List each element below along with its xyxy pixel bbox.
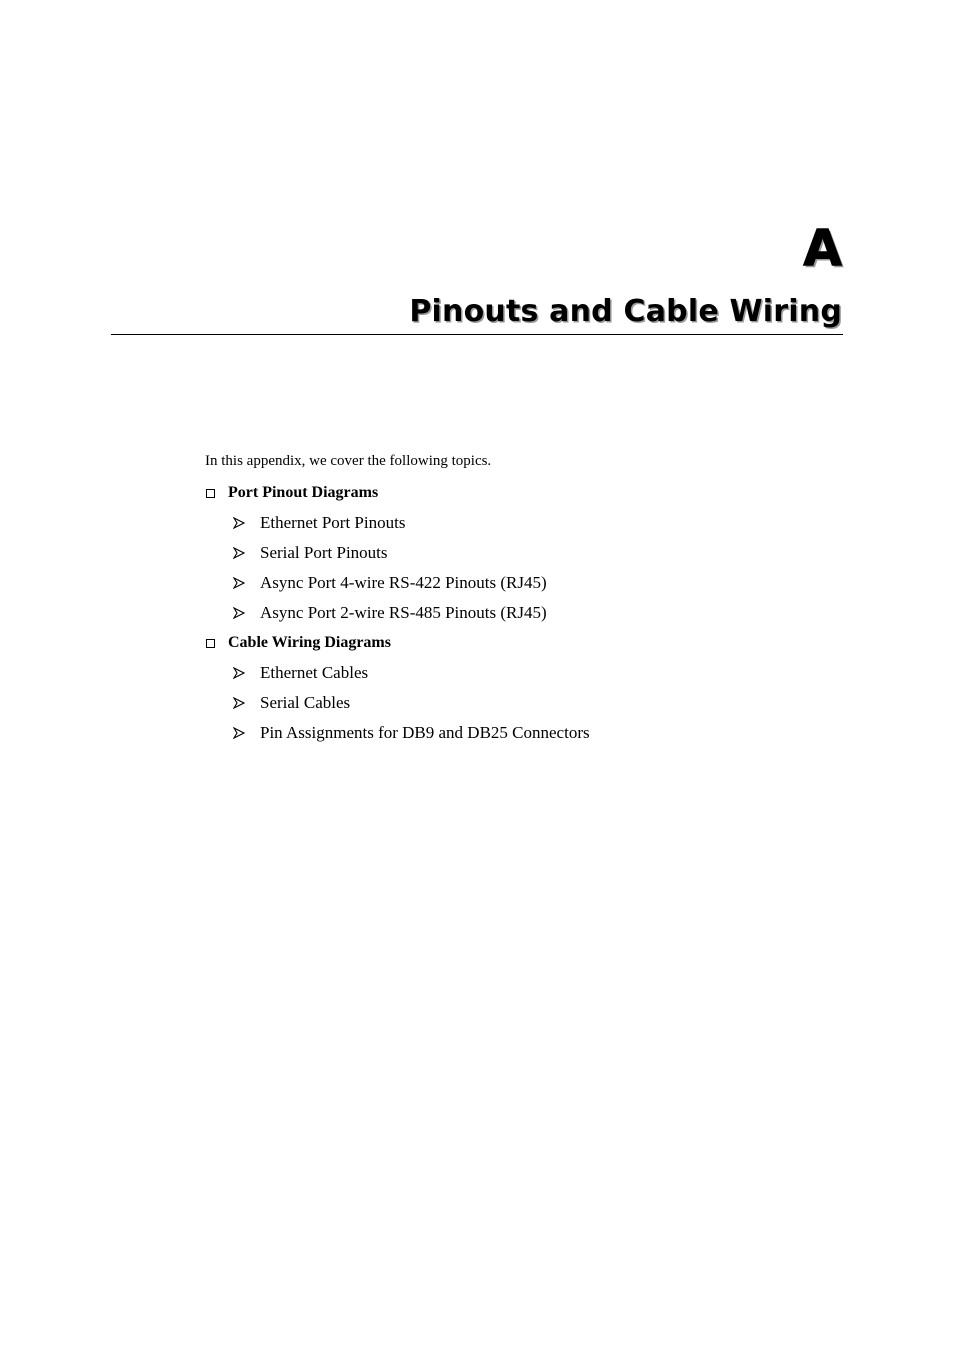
checkbox-square-icon <box>206 639 215 648</box>
arrowhead-bullet-icon <box>233 667 260 679</box>
list-item-label: Async Port 2-wire RS-485 Pinouts (RJ45) <box>260 603 547 622</box>
list-item-label: Serial Port Pinouts <box>260 543 388 562</box>
list-item-label: Pin Assignments for DB9 and DB25 Connectors <box>260 723 590 742</box>
title-rule <box>111 334 843 335</box>
arrowhead-bullet-icon <box>233 727 260 739</box>
arrowhead-bullet-icon <box>233 517 260 529</box>
section-heading <box>205 628 825 658</box>
list-item-label: Ethernet Cables <box>260 663 369 682</box>
chapter-title: Pinouts and Cable Wiring <box>409 294 842 329</box>
section-heading-label: Cable Wiring Diagrams <box>228 634 391 651</box>
list-item <box>205 538 825 568</box>
list-item-label: Async Port 4-wire RS-422 Pinouts (RJ45) <box>260 573 547 592</box>
list-item-label: Ethernet Port Pinouts <box>260 513 406 532</box>
section-heading-label: Port Pinout Diagrams <box>228 484 379 501</box>
list-item <box>205 688 825 718</box>
arrowhead-bullet-icon <box>233 547 260 559</box>
section-heading <box>205 478 825 508</box>
arrowhead-bullet-icon <box>233 577 260 589</box>
list-item-label: Serial Cables <box>260 693 351 712</box>
checkbox-square-icon <box>206 489 215 498</box>
list-item <box>205 598 825 628</box>
list-item <box>205 508 825 538</box>
arrowhead-bullet-icon <box>233 607 260 619</box>
chapter-letter: A <box>803 219 842 277</box>
list-item <box>205 658 825 688</box>
arrowhead-bullet-icon <box>233 697 260 709</box>
list-item <box>205 568 825 598</box>
topic-list <box>205 478 825 748</box>
list-item <box>205 718 825 748</box>
intro-text: In this appendix, we cover the following topics. <box>205 453 492 469</box>
